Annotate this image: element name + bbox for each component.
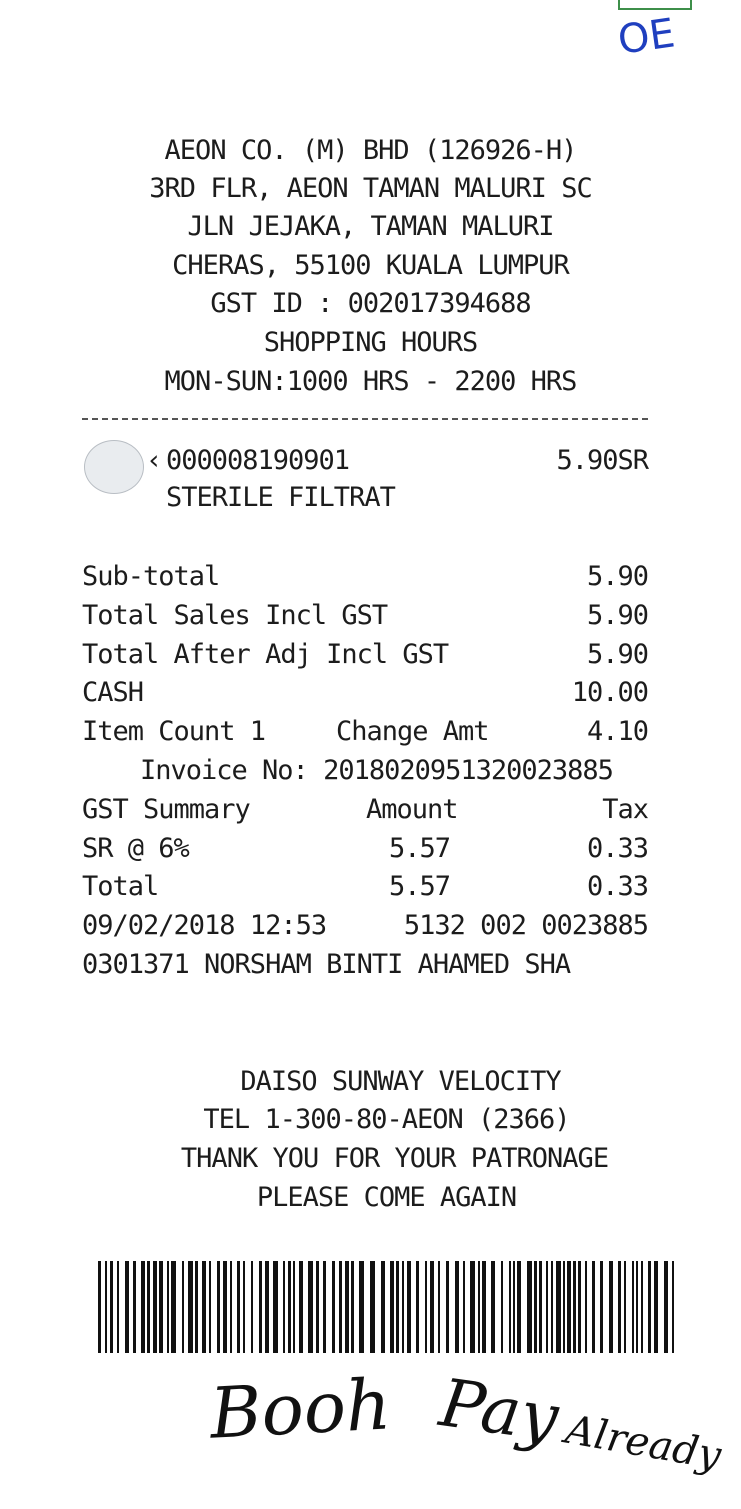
- barcode-bar: [323, 1261, 326, 1353]
- barcode-bar: [147, 1261, 150, 1353]
- dashed-divider: [82, 418, 648, 420]
- barcode-bar: [470, 1261, 475, 1353]
- invoice-number: Invoice No: 2018020951320023885: [140, 755, 613, 786]
- barcode-bar: [351, 1261, 354, 1353]
- barcode-bar: [478, 1261, 480, 1353]
- cash-value: 10.00: [571, 677, 648, 708]
- barcode-bar: [273, 1261, 278, 1353]
- barcode-bar: [567, 1261, 571, 1353]
- gst-total-tax: 0.33: [586, 871, 648, 902]
- barcode-bar: [546, 1261, 548, 1353]
- subtotal-value: 5.90: [586, 561, 648, 592]
- barcode-bar: [632, 1261, 634, 1353]
- barcode-bar: [251, 1261, 253, 1353]
- barcode-bar: [446, 1261, 449, 1353]
- total-sales-value: 5.90: [586, 600, 648, 631]
- transaction-ref: 5132 002 0023885: [403, 910, 648, 941]
- barcode-bar: [265, 1261, 269, 1353]
- barcode-bar: [223, 1261, 227, 1353]
- barcode-bar: [463, 1261, 465, 1353]
- corner-stamp-mark: [618, 0, 692, 10]
- barcode-bar: [517, 1261, 521, 1353]
- barcode-bar: [339, 1261, 342, 1353]
- gst-tax-header: Tax: [602, 794, 648, 825]
- gst-total-amount: 5.57: [388, 871, 450, 902]
- handwritten-word-1: Booh: [207, 1363, 393, 1455]
- gst-total-label: Total: [82, 871, 159, 902]
- footer-tel: TEL 1-300-80-AEON (2366): [203, 1104, 570, 1135]
- barcode-bar: [243, 1261, 245, 1353]
- handwritten-word-2: Pay: [435, 1364, 563, 1457]
- handwritten-word-3: Already: [562, 1406, 725, 1480]
- header-address-1: 3RD FLR, AEON TAMAN MALURI SC: [149, 173, 592, 204]
- barcode-bar: [501, 1261, 503, 1353]
- barcode-bar: [117, 1261, 119, 1353]
- barcode-bar: [110, 1261, 113, 1353]
- barcode-bar: [217, 1261, 220, 1353]
- footer-come-again: PLEASE COME AGAIN: [256, 1182, 517, 1213]
- barcode-bar: [592, 1261, 595, 1353]
- gst-row-label: SR @ 6%: [82, 833, 189, 864]
- barcode-bar: [556, 1261, 561, 1353]
- barcode-bar: [509, 1261, 511, 1353]
- barcode-bar: [402, 1261, 404, 1353]
- barcode-bar: [316, 1261, 319, 1353]
- header-shopping-hours: SHOPPING HOURS: [263, 327, 478, 358]
- gst-amount-header: Amount: [366, 794, 458, 825]
- barcode-bar: [98, 1261, 101, 1353]
- barcode-bar: [171, 1261, 176, 1353]
- item-code: 000008190901: [166, 445, 350, 476]
- barcode-bar: [332, 1261, 335, 1353]
- item-price: 5.90SR: [556, 445, 648, 476]
- header-hours: MON-SUN:1000 HRS - 2200 HRS: [164, 366, 577, 397]
- barcode-bar: [141, 1261, 145, 1353]
- barcode-bar: [425, 1261, 427, 1353]
- barcode-bar: [202, 1261, 206, 1353]
- barcode-bar: [259, 1261, 262, 1353]
- barcode-bar: [641, 1261, 643, 1353]
- change-label: Change Amt: [336, 716, 489, 747]
- item-name: STERILE FILTRAT: [166, 482, 395, 513]
- barcode-bar: [618, 1261, 621, 1353]
- barcode-bar: [624, 1261, 626, 1353]
- barcode-bar: [539, 1261, 542, 1353]
- barcode-bar: [563, 1261, 565, 1353]
- barcode-bar: [573, 1261, 576, 1353]
- barcode-bar: [209, 1261, 211, 1353]
- gst-summary-header: GST Summary: [82, 794, 250, 825]
- barcode-bar: [396, 1261, 399, 1353]
- barcode-bar: [182, 1261, 184, 1353]
- header-address-2: JLN JEJAKA, TAMAN MALURI: [187, 211, 554, 242]
- barcode-bar: [195, 1261, 198, 1353]
- total-sales-label: Total Sales Incl GST: [82, 600, 388, 631]
- barcode-bar: [578, 1261, 581, 1353]
- barcode-bar: [381, 1261, 385, 1353]
- barcode-bar: [609, 1261, 613, 1353]
- cashier-line: 0301371 NORSHAM BINTI AHAMED SHA: [82, 949, 571, 980]
- barcode: [98, 1261, 678, 1353]
- barcode-bar: [288, 1261, 291, 1353]
- barcode-bar: [491, 1261, 495, 1353]
- gst-row-tax: 0.33: [586, 833, 648, 864]
- receipt: OE AEON CO. (M) BHD (126926-H) 3RD FLR, AEON TAMAN MALURI SC JLN JEJAKA, TAMAN MALURI CHERAS, 55100 KUALA LUMPUR GST ID : 002017394688 SHOPPING HOURS MON-SUN:1000 HRS - 2200 HRS ‹ 000008190901 5.90SR STERILE FILTRAT Sub-total 5.90 Total Sales Incl GST 5.90 Total After Adj Incl GST 5.90 CASH 10.00 Item Count 1 Change Amt 4.10 Invoice No: 2018020951320023885 GST Summary Amount Tax SR @ 6% 5.57 0.33 Total 5.57 0.33 09/02/2018 12:53 5132 002 0023885 0301371 NORSHAM BINTI AHAMED SHA DAISO SUNWAY VELOCITY TEL 1-300-80-AEON (2366) THANK YOU FOR YOUR PATRONAGE PLEASE COME AGAIN Booh Pay Already: [0, 0, 741, 1509]
- barcode-bar: [648, 1261, 651, 1353]
- barcode-bar: [664, 1261, 668, 1353]
- barcode-bar: [585, 1261, 587, 1353]
- gst-row-amount: 5.57: [388, 833, 450, 864]
- total-after-adj-value: 5.90: [586, 639, 648, 670]
- barcode-bar: [600, 1261, 603, 1353]
- barcode-bar: [551, 1261, 553, 1353]
- header-gst-id: GST ID : 002017394688: [210, 288, 531, 319]
- barcode-bar: [534, 1261, 537, 1353]
- barcode-bar: [455, 1261, 459, 1353]
- corner-note: OE: [615, 10, 678, 64]
- punch-hole: [84, 440, 144, 494]
- barcode-bar: [370, 1261, 375, 1353]
- subtotal-label: Sub-total: [82, 561, 220, 592]
- barcode-bar: [230, 1261, 232, 1353]
- barcode-bar: [345, 1261, 349, 1353]
- barcode-bar: [188, 1261, 193, 1353]
- barcode-bar: [407, 1261, 411, 1353]
- barcode-bar: [482, 1261, 486, 1353]
- total-after-adj-label: Total After Adj Incl GST: [82, 639, 449, 670]
- barcode-bar: [672, 1261, 674, 1353]
- barcode-bar: [125, 1261, 129, 1353]
- barcode-bar: [293, 1261, 295, 1353]
- footer-thanks: THANK YOU FOR YOUR PATRONAGE: [180, 1143, 609, 1174]
- item-count: Item Count 1: [82, 716, 266, 747]
- barcode-bar: [237, 1261, 240, 1353]
- header-company: AEON CO. (M) BHD (126926-H): [164, 135, 577, 166]
- barcode-bar: [636, 1261, 638, 1353]
- transaction-datetime: 09/02/2018 12:53: [82, 910, 327, 941]
- barcode-bar: [167, 1261, 169, 1353]
- barcode-bar: [283, 1261, 285, 1353]
- barcode-bar: [416, 1261, 419, 1353]
- barcode-bar: [654, 1261, 658, 1353]
- header-address-3: CHERAS, 55100 KUALA LUMPUR: [172, 250, 569, 281]
- barcode-bar: [359, 1261, 364, 1353]
- barcode-bar: [438, 1261, 440, 1353]
- cash-label: CASH: [82, 677, 144, 708]
- barcode-bar: [133, 1261, 136, 1353]
- footer-store: DAISO SUNWAY VELOCITY: [240, 1066, 561, 1097]
- barcode-bar: [299, 1261, 303, 1353]
- barcode-bar: [308, 1261, 313, 1353]
- barcode-bar: [430, 1261, 434, 1353]
- barcode-bar: [527, 1261, 532, 1353]
- change-value: 4.10: [586, 716, 648, 747]
- barcode-bar: [105, 1261, 107, 1353]
- barcode-bar: [153, 1261, 157, 1353]
- barcode-bar: [513, 1261, 515, 1353]
- barcode-bar: [390, 1261, 394, 1353]
- barcode-bar: [159, 1261, 163, 1353]
